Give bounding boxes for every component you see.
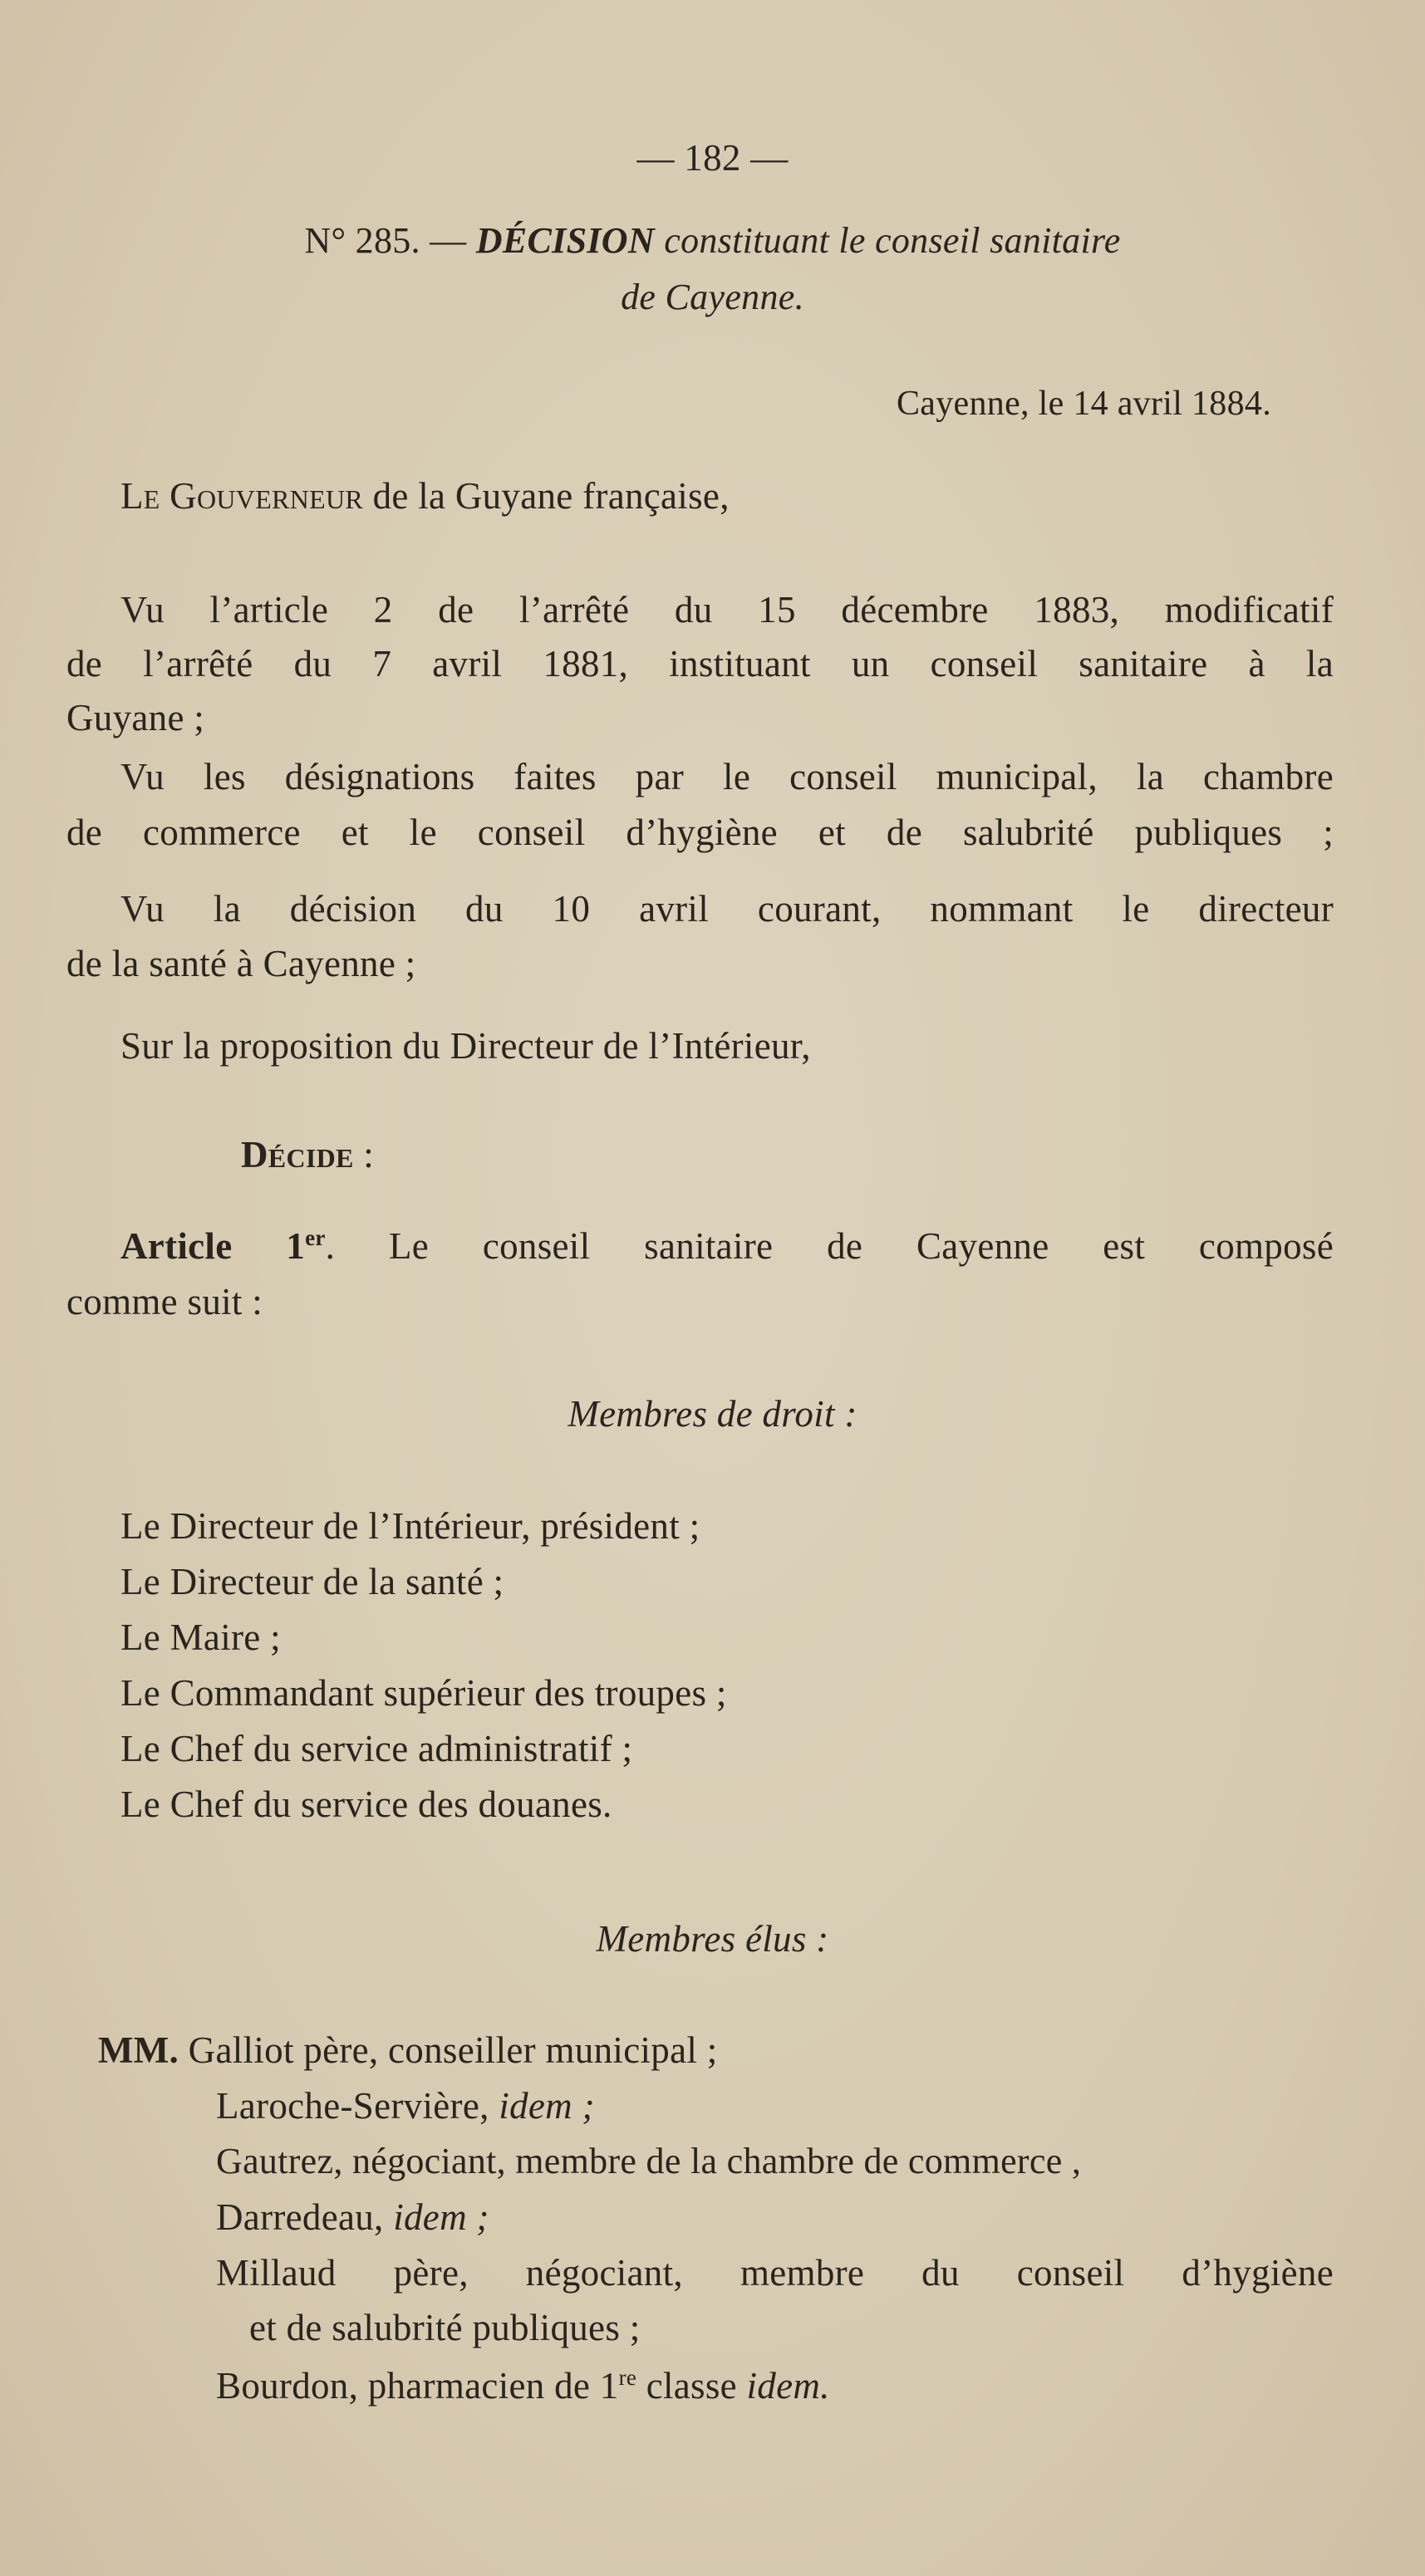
member-right-5: Le Chef du service administratif ; xyxy=(120,1728,633,1769)
decision-title-line2: de Cayenne. xyxy=(621,277,804,317)
elected-member-2-idem: idem ; xyxy=(499,2085,595,2127)
visa-1-line-3: Guyane ; xyxy=(66,697,205,738)
elected-members-heading: Membres élus : xyxy=(596,1918,829,1960)
member-right-3: Le Maire ; xyxy=(120,1617,281,1658)
decide-line xyxy=(241,1136,374,1174)
visa-2-line-2: de commerce et le conseil d’hygiène et de salubrité publiques ; xyxy=(66,812,1334,853)
elected-member-4-idem: idem ; xyxy=(393,2196,489,2238)
article-1-line-1 xyxy=(120,1225,1334,1267)
decision-number: N° 285. — xyxy=(304,220,467,261)
article-text: . Le conseil sanitaire de Cayenne est composé xyxy=(325,1225,1334,1267)
visa-3-line-2: de la santé à Cayenne ; xyxy=(66,943,416,984)
member-right-4: Le Commandant supérieur des troupes ; xyxy=(120,1672,727,1714)
article-1-line-2: comme suit : xyxy=(66,1281,263,1322)
authority-rest: de la Guyane française, xyxy=(372,475,730,517)
elected-member-3: Gautrez, négociant, membre de la chambre de commerce , xyxy=(216,2141,1082,2181)
visa-1-line-2: de l’arrêté du 7 avril 1881, instituant un conseil sanitaire à la xyxy=(66,643,1334,684)
article-label-sup: er xyxy=(305,1225,326,1250)
elected-member-5-line-2: et de salubrité publiques ; xyxy=(249,2307,641,2348)
elected-member-6: Bourdon, pharmacien de 1re classe idem. xyxy=(216,2365,830,2407)
members-by-right-heading: Membres de droit : xyxy=(568,1393,857,1435)
elected-member-5-line-1: Millaud père, négociant, membre du conseil d’hygiène xyxy=(216,2252,1334,2294)
elected-member-6-idem: idem. xyxy=(746,2365,830,2407)
decision-title-rest: constituant le conseil sanitaire xyxy=(664,220,1121,261)
elected-member-4: Darredeau, idem ; xyxy=(216,2196,489,2238)
decision-title-bold: DÉCISION xyxy=(475,220,655,261)
member-right-6: Le Chef du service des douanes. xyxy=(120,1784,612,1825)
member-right-1: Le Directeur de l’Intérieur, président ; xyxy=(120,1505,700,1547)
page-number: — 182 — xyxy=(636,137,789,179)
proposal-line: Sur la proposition du Directeur de l’Intérieur, xyxy=(120,1025,811,1067)
elected-prefix: MM. xyxy=(98,2029,179,2071)
decision-heading xyxy=(0,220,1425,261)
elected-member-1 xyxy=(98,2029,718,2071)
visa-2-line-1: Vu les désignations faites par le conseil municipal, la chambre xyxy=(120,756,1334,797)
member-right-2: Le Directeur de la santé ; xyxy=(120,1561,504,1602)
elected-member-2: Laroche-Servière, idem ; xyxy=(216,2085,595,2127)
decide-colon: : xyxy=(353,1134,375,1175)
authority-title: Le Gouverneur xyxy=(120,475,364,517)
elected-member-6-sup: re xyxy=(618,2365,637,2390)
elected-member-1-text: Galliot père, conseiller municipal ; xyxy=(188,2029,718,2071)
article-label: Article 1er xyxy=(120,1225,326,1267)
visa-3-line-1: Vu la décision du 10 avril courant, nommant le directeur xyxy=(120,888,1334,930)
decide-word: Décide xyxy=(241,1134,354,1175)
authority-line xyxy=(120,475,730,517)
visa-1-line-1: Vu l’article 2 de l’arrêté du 15 décembre 1883, modificatif xyxy=(120,589,1334,631)
dateline: Cayenne, le 14 avril 1884. xyxy=(896,385,1271,423)
